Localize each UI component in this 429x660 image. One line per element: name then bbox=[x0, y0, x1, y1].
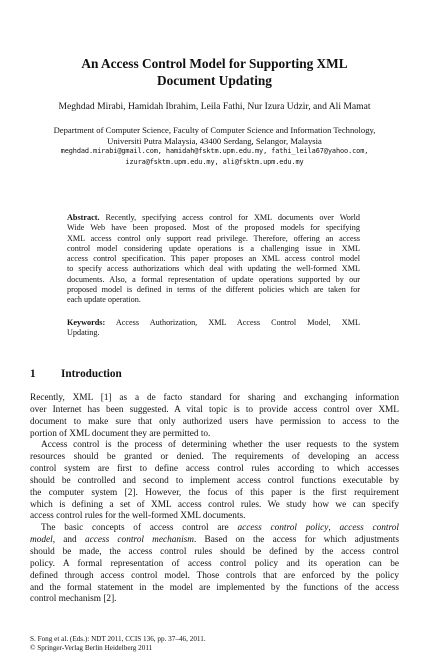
body-line: control system are first to define access control rules according to which accesses bbox=[30, 464, 399, 475]
abstract-line: to specify access authorizations which deal with updating the well-formed XML bbox=[67, 264, 360, 274]
abstract bbox=[67, 213, 360, 305]
abstract-text: Recently, specifying access control for XML documents over World bbox=[99, 213, 360, 222]
keywords-label: Keywords: bbox=[67, 318, 106, 327]
affiliation-line: Universiti Putra Malaysia, 43400 Serdang, Selangor, Malaysia bbox=[107, 135, 322, 146]
body-line: policy. A formal representation of access control policy and its operation can be bbox=[30, 558, 399, 569]
keywords-line bbox=[67, 318, 360, 328]
body-line: should be made, the access control rules should be defined by the access control bbox=[30, 546, 399, 557]
author-list: Meghdad Mirabi, Hamidah Ibrahim, Leila Fathi, Nur Izura Udzir, and Ali Mamat bbox=[58, 101, 371, 112]
keywords-text: Access Authorization, XML Access Control Model, XML bbox=[105, 318, 360, 327]
copyright-line: © Springer-Verlag Berlin Heidelberg 2011 bbox=[30, 644, 153, 653]
body-text bbox=[30, 393, 399, 606]
body-line: portion of XML document they are permitted to. bbox=[30, 428, 211, 439]
body-line: which is defining a set of XML access control rules. We study how we can specify bbox=[30, 499, 399, 510]
abstract-line: XML access control only support read privilege. Therefore, offering an access bbox=[67, 233, 360, 243]
body-line: and the formal statement in the model are implemented by the functions of the access bbox=[30, 582, 399, 593]
body-line: Recently, XML [1] as a de facto standard for sharing and exchanging information bbox=[30, 393, 399, 403]
body-line: should be controlled and second to implement access control functions executable by bbox=[30, 475, 399, 486]
keywords bbox=[67, 318, 360, 339]
email-line: izura@fsktm.upm.edu.my, ali@fsktm.upm.edu.my bbox=[125, 158, 304, 166]
citation-line: S. Fong et al. (Eds.): NDT 2011, CCIS 136, pp. 37–46, 2011. bbox=[30, 635, 206, 643]
body-emphasis: access control bbox=[339, 523, 399, 534]
keywords-line: Updating. bbox=[67, 328, 100, 338]
title-line-2: Document Updating bbox=[157, 73, 272, 88]
body-emphasis: access control mechanism bbox=[84, 535, 194, 546]
affiliation-block bbox=[20, 125, 409, 168]
body-line: document to make sure that only authorized users have permission to access to the bbox=[30, 416, 399, 427]
paper-title bbox=[40, 55, 389, 89]
body-line bbox=[30, 523, 399, 535]
abstract-line: Wide Web have been proposed. Most of the proposed models for specifying bbox=[67, 223, 360, 233]
abstract-line: documents. Also, a formal representation of update operations supported by our bbox=[67, 274, 360, 284]
section-number: 1 bbox=[30, 368, 36, 380]
page-footer bbox=[30, 635, 206, 654]
body-text-run: The basic concepts of access control are bbox=[41, 523, 238, 534]
body-line: over Internet has been suggested. A vital topic is to provide access control over XML bbox=[30, 404, 399, 415]
body-line bbox=[30, 535, 399, 547]
body-emphasis: access control policy bbox=[237, 523, 329, 534]
abstract-line: each update operation. bbox=[67, 295, 141, 304]
body-text-run: . Based on the access for which adjustments bbox=[194, 535, 399, 546]
body-line: Access control is the process of determining whether the user requests to the system bbox=[41, 440, 399, 451]
affiliation-line: Department of Computer Science, Faculty of Computer Science and Information Technology, bbox=[53, 125, 376, 135]
body-line: defined through access control model. Those controls that are enforced by the policy bbox=[30, 570, 399, 581]
body-text-run: , and bbox=[52, 535, 85, 546]
email-line: meghdad.mirabi@gmail.com, hamidah@fsktm.upm.edu.my, fathi_leila67@yahoo.com, bbox=[60, 147, 369, 155]
abstract-line bbox=[67, 213, 360, 223]
section-title: Introduction bbox=[61, 368, 122, 380]
title-line-1: An Access Control Model for Supporting XML bbox=[81, 56, 348, 71]
body-text-run: , bbox=[328, 523, 340, 534]
body-line: access control rules for the well-formed XML documents. bbox=[30, 511, 246, 522]
section-heading bbox=[30, 367, 122, 381]
abstract-label: Abstract. bbox=[67, 213, 100, 222]
abstract-line: access control specification. This paper proposes an XML access control model bbox=[67, 254, 360, 263]
body-emphasis: model bbox=[30, 535, 53, 546]
abstract-line: proposed model is defined in terms of the different policies which are taken for bbox=[67, 284, 360, 294]
body-line: control mechanism [2]. bbox=[30, 594, 117, 605]
body-line: resources should be granted or denied. The requirements of developing an access bbox=[30, 452, 399, 463]
body-line: the computer system [2]. However, the focus of this paper is the first requirement bbox=[30, 487, 399, 498]
abstract-line: control model considering update operations is a challenging issue in XML bbox=[67, 243, 360, 253]
